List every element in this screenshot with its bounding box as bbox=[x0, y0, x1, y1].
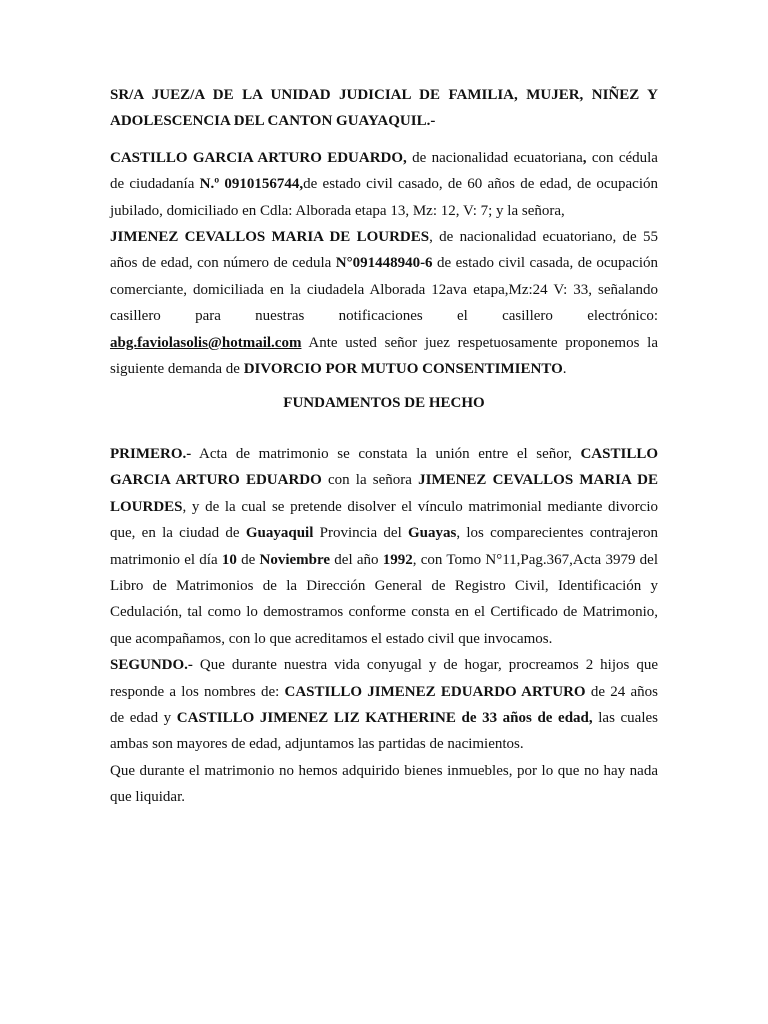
parties-text: , de nacionalidad ecuatoriano, de 55 años de edad, con número de cedula bbox=[110, 229, 658, 272]
section-heading: FUNDAMENTOS DE HECHO bbox=[283, 395, 485, 412]
parties-text: . bbox=[562, 361, 567, 378]
petitioner-1-name: CASTILLO GARCIA ARTURO EDUARDO, bbox=[110, 149, 407, 166]
primero-text: , los comparecientes contrajeron matrimonio el día bbox=[110, 525, 658, 568]
marriage-month: Noviembre bbox=[259, 551, 331, 568]
closing-paragraph: Que durante el matrimonio no hemos adquirido bienes inmuebles, por lo que no hay nada que liquidar. bbox=[110, 762, 658, 806]
primero-paragraph bbox=[110, 441, 658, 652]
primero-text: Provincia del bbox=[313, 525, 408, 542]
petitioner-1-id: N.º 0910156744, bbox=[199, 176, 304, 193]
parties-paragraph bbox=[110, 145, 658, 383]
marriage-year: 1992 bbox=[382, 551, 413, 568]
parties-text: de nacionalidad ecuatoriana bbox=[406, 149, 583, 166]
child-1: CASTILLO JIMENEZ EDUARDO ARTURO bbox=[284, 683, 586, 700]
parties-text: de estado civil casado, de 60 años de edad, de ocupación jubilado, domiciliado en Cdla: Alborada etapa 13, Mz: 12, V: 7; y la señora, bbox=[110, 176, 658, 219]
husband-name: CASTILLO GARCIA ARTURO EDUARDO bbox=[110, 445, 658, 489]
wife-name: JIMENEZ CEVALLOS MARIA DE LOURDES bbox=[110, 472, 658, 515]
email-link[interactable]: abg.faviolasolis@hotmail.com bbox=[110, 334, 302, 351]
document-page bbox=[110, 82, 658, 811]
parties-text: de estado civil casada, de ocupación comerciante, domiciliada en la ciudadela Alborada 12ava etapa,Mz:24 V: 33, señalando casillero para nuestras notificaciones el casillero electrónico: bbox=[110, 255, 658, 325]
primero-text: de bbox=[236, 551, 260, 568]
segundo-text: Que durante nuestra vida conyugal y de hogar, procreamos 2 hijos que responde a los nombres de: bbox=[110, 657, 658, 700]
primero-text: , con Tomo N°11,Pag.367,Acta 3979 del Libro de Matrimonios de la Dirección General de Registro Civil, Identificación y Cedulación, tal como lo demostramos conforme consta en el Certificado de Matrimonio, que acompañamos, con lo que acreditamos el estado civil que invocamos. bbox=[110, 551, 659, 647]
segundo-text: de 24 años de edad y bbox=[110, 683, 658, 726]
segundo-paragraph bbox=[110, 652, 658, 758]
segundo-text: las cuales ambas son mayores de edad, adjuntamos las partidas de nacimientos. bbox=[110, 709, 658, 753]
parties-text: con cédula de ciudadanía bbox=[110, 149, 658, 193]
petitioner-2-id: N°091448940-6 bbox=[335, 255, 433, 272]
primero-text: Acta de matrimonio se constata la unión entre el señor, bbox=[191, 445, 581, 462]
petitioner-2-name: JIMENEZ CEVALLOS MARIA DE LOURDES bbox=[110, 229, 430, 246]
province: Guayas bbox=[408, 525, 457, 542]
claim-type: DIVORCIO POR MUTUO CONSENTIMIENTO bbox=[243, 361, 563, 378]
city: Guayaquil bbox=[245, 525, 314, 542]
primero-text: , y de la cual se pretende disolver el vínculo matrimonial mediante divorcio que, en la ciudad de bbox=[110, 498, 658, 542]
primero-text: con la señora bbox=[321, 472, 419, 489]
child-2: CASTILLO JIMENEZ LIZ KATHERINE de 33 años de edad, bbox=[176, 709, 593, 726]
parties-text: Ante usted señor juez respetuosamente proponemos la siguiente demanda de bbox=[110, 334, 658, 378]
marriage-day: 10 bbox=[221, 551, 237, 568]
addressee: SR/A JUEZ/A DE LA UNIDAD JUDICIAL DE FAMILIA, MUJER, NIÑEZ Y ADOLESCENCIA DEL CANTON GUAYAQUIL.- bbox=[110, 87, 658, 130]
segundo-label: SEGUNDO.- bbox=[110, 657, 193, 674]
parties-text: , bbox=[582, 149, 587, 166]
primero-label: PRIMERO.- bbox=[110, 445, 192, 462]
primero-text: del año bbox=[330, 551, 383, 568]
